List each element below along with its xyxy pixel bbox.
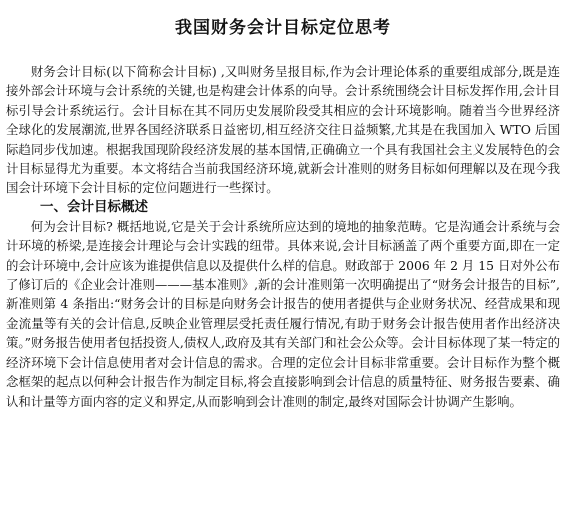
document-title: 我国财务会计目标定位思考 <box>175 18 391 38</box>
intro-paragraph: 财务会计目标(以下简称会计目标) ,又叫财务呈报目标,作为会计理论体系的重要组成部分,既是连接外部会计环境与会计系统的关键,也是构建会计体系的向导。会计系统围绕会计目标发挥作用,会计目标引导会计系统运行。会计目标在其不同历史发展阶段受其相应的会计环境影响。随着当今世界经济全球化的发展潮流,世界各国经济联系日益密切,相互经济交往日益频繁,尤其是在我国加入 WTO 后国际趋同步伐加速。根据我国现阶段经济发展的基本国情,正确确立一个具有我国社会主义发展特色的会计目标显得尤为重要。本文将结合当前我国经济环境,就新会计准则的财务目标如何理解以及在现今我国会计环境下会计目标的定位问题进行一些探讨。 <box>6 64 560 196</box>
section-heading-1: 一、会计目标概述 <box>40 198 148 215</box>
section-1-paragraph: 何为会计目标? 概括地说,它是关于会计系统所应达到的境地的抽象范畴。它是沟通会计系统与会计环境的桥梁,是连接会计理论与会计实践的纽带。具体来说,会计目标涵盖了两个重要方面,即在一定的会计环境中,会计应该为谁提供信息以及提供什么样的信息。财政部于 2006 年 2 月 15 日对外公布了修订后的《企业会计准则———基本准则》,新的会计准则第一次明确提出了“财务会计报告的目标”,新准则第 4 条指出:“财务会计的目标是向财务会计报告的使用者提供与企业财务状况、经营成果和现金流量等有关的会计信息,反映企业管理层受托责任履行情况,有助于财务会计报告使用者作出经济决策。”财务报告使用者包括投资人,债权人,政府及其有关部门和社会公众等。会计目标体现了某一特定的经济环境下会计信息使用者对会计信息的需求。合理的定位会计目标非常重要。会计目标作为整个概念框架的起点以何种会计报告作为制定目标,将会直接影响到会计信息的质量特征、财务报告要素、确认和计量等方面内容的定义和界定,从而影响到会计准则的制定,最终对国际会计协调产生影响。 <box>6 218 560 409</box>
